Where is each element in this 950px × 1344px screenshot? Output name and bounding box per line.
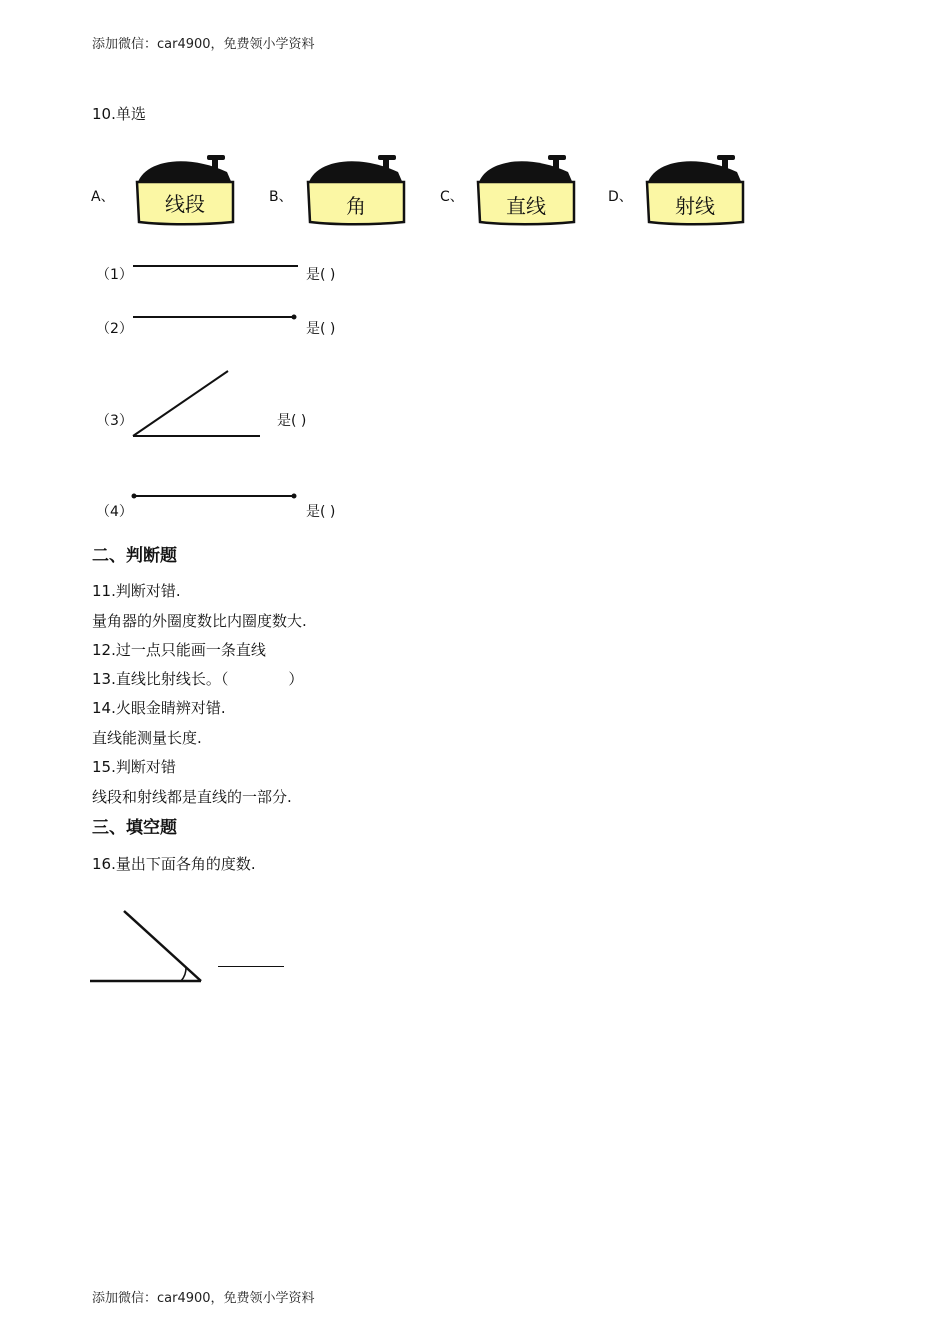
option-a-label: 线段 [165,192,205,216]
q11-statement: 量角器的外圈度数比内圈度数大. [92,612,307,630]
sub-2-answer: 是( ) [306,321,336,337]
option-d-letter: D、 [608,189,633,205]
answer-blank[interactable] [218,966,284,967]
sub-4-number: （4） [96,504,133,520]
q12-statement: 12.过一点只能画一条直线 [92,641,266,659]
sub-3-number: （3） [96,413,133,429]
segment-figure [128,488,303,504]
sub-2-number: （2） [96,321,133,337]
option-b-letter: B、 [269,189,293,205]
sub-4-answer: 是( ) [306,504,336,520]
option-a-house [133,152,237,228]
option-c-house [474,152,578,228]
page-header: 添加微信：car4900，免费领小学资料 [92,37,315,52]
option-c-label: 直线 [506,194,546,218]
straight-line-figure [130,258,305,274]
q11-title: 11.判断对错. [92,582,181,600]
option-b-house [304,152,408,228]
q16-title: 16.量出下面各角的度数. [92,855,256,873]
option-d-house [643,152,747,228]
option-d-label: 射线 [675,194,715,218]
option-b-label: 角 [346,194,366,218]
question-10-title: 10.单选 [92,105,146,123]
section-2-title: 二、判断题 [92,546,177,566]
ray-figure [130,309,305,325]
q13-statement: 13.直线比射线长。（ ） [92,670,304,688]
sub-3-answer: 是( ) [277,413,307,429]
page-footer: 添加微信：car4900，免费领小学资料 [92,1291,315,1306]
section-3-title: 三、填空题 [92,818,177,838]
q14-title: 14.火眼金睛辨对错. [92,699,226,717]
angle-figure [128,366,268,442]
sub-1-answer: 是( ) [306,267,336,283]
q14-statement: 直线能测量长度. [92,729,202,747]
q15-statement: 线段和射线都是直线的一部分. [92,788,292,806]
angle-measure-figure [88,906,213,986]
q15-title: 15.判断对错 [92,758,176,776]
option-a-letter: A、 [91,189,115,205]
sub-1-number: （1） [96,267,133,283]
option-c-letter: C、 [440,189,464,205]
